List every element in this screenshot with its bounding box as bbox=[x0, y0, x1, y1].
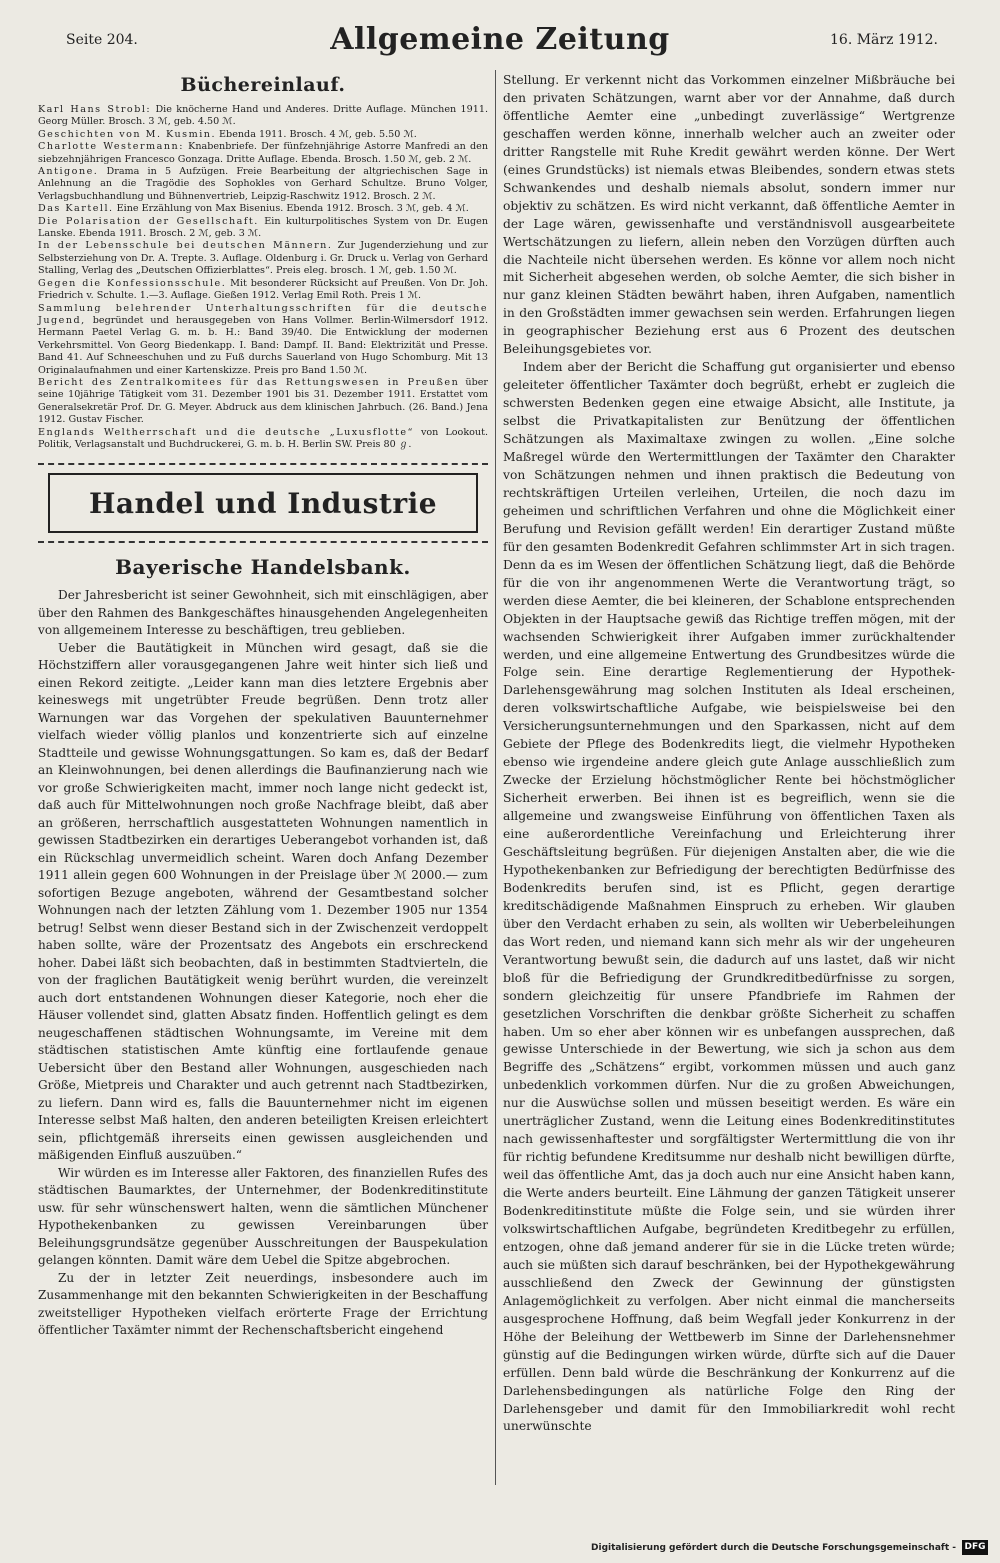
book-entry-details: Ein kulturpolitisches System von Dr. Eugen Lanske. Ebenda 1911. Brosch. 2 ℳ, geb. 3 ℳ. bbox=[38, 215, 489, 240]
book-entry-details: Zur Jugenderziehung und zur Selbsterziehung von Dr. A. Trepte. 3. Auflage. Oldenburg i. Gr. Druck u. Verlag von Gerhard Stalling, Verlag des „Deutschen Offizierblattes“. Preis eleg. brosch. 1 ℳ, geb. 1.50 ℳ. bbox=[38, 240, 488, 277]
book-entry-title: Charlotte Westermann: bbox=[38, 141, 184, 153]
page-number: Seite 204. bbox=[66, 32, 138, 48]
book-list bbox=[38, 104, 488, 451]
book-entry-title: Die Polarisation der Gesellschaft. bbox=[38, 215, 259, 227]
book-entry-details: begründet und herausgegeben von Hans Vollmer. Berlin-Wilmersdorf 1912. Hermann Paetel Verlag G. m. b. H.: Band 39/40. Die Entwicklung der modernen Verkehrsmittel. Von Georg Biedenkapp. I. Band: Dampf. II. Band: Elektrizität und Presse. Band 41. Auf Schneeschuhen und zu Fuß durchs Sauerland von Hugo Schomburg. Mit 13 Originalaufnahmen und einer Kartenskizze. Preis pro Band 1.50 ℳ. bbox=[38, 314, 488, 376]
book-entry-details: Eine Erzählung von Max Bisenius. Ebenda 1912. Brosch. 3 ℳ, geb. 4 ℳ. bbox=[113, 203, 469, 215]
footer bbox=[0, 1533, 1000, 1563]
book-entry bbox=[38, 278, 488, 303]
article-paragraph: Stellung. Er verkennt nicht das Vorkommen einzelner Mißbräuche bei den privaten Schätzungen, warnt aber vor der Annahme, daß durch öffentliche Aemter eine „unbedingt zuverlässige“ Wertgrenze geschaffen werden könne, innerhalb welcher auch an zweiter oder dritter Rangstelle mit Ruhe Kredit gewährt werden könne. Der Wert (eines Grundstücks) ist niemals etwas Bleibendes, sondern etwas stets Schwankendes und deshalb niemals absolut, sondern immer nur objektiv zu schätzen. Es wird nicht verkannt, daß öffentliche Aemter in der Lage wären, gewissenhafte und verständnisvoll ausgearbeitete Wertschätzungen zu liefern, allein neben den Vorzügen dürften auch die Nachteile nicht übersehen werden. Es könne vor allem noch nicht mit Sicherheit abgesehen werden, ob solche Aemter, die sich bisher in nur ganz kleinen Städten bewährt haben, ihren Aufgaben, namentlich in den Großstädten immer gewachsen sein werden. Erfahrungen liegen in geographischer Beziehung erst aus 6 Prozent des deutschen Beleihungsgebietes vor. bbox=[503, 73, 955, 357]
section-banner-title: Handel und Industrie bbox=[48, 473, 478, 533]
book-entry bbox=[38, 240, 488, 277]
book-entry-title: Geschichten von M. Kusmin. bbox=[38, 128, 216, 140]
newspaper-title: Allgemeine Zeitung bbox=[330, 22, 670, 57]
article-paragraph: Indem aber der Bericht die Schaffung gut organisierter und ebenso geleiteter öffentlicher Taxämter doch begrüßt, erhebt er zugleich die schwersten Bedenken gegen eine etwaige Absicht, alle Institute, ja selbst die Privatkapitalisten zur Benützung der öffentlichen Schätzungen als Maximaltaxe zwingen zu wollen. „Eine solche Maßregel würde den Wertermittlungen der Taxämter den Charakter von Schätzungen nehmen und ihnen praktisch die Bedeutung von rechtskräftigen Urteilen verleihen, Urteilen, die noch dazu im geheimen und schriftlichen Verfahren und ohne die Möglichkeit einer Berufung und Revision gefällt werden! Ein derartiger Zustand müßte für den gesamten Bodenkredit Gefahren schlimmster Art in sich tragen. Denn da es im Wesen der öffentlichen Schätzung liegt, daß die Behörde für die von ihr angenommenen Werte die Verantwortung trägt, so werden diese Aemter, die bei kleineren, der Schablone entsprechenden Objekten in der Hauptsache gewiß das Richtige treffen mögen, mit der wachsenden Schwierigkeit ihrer Aufgaben immer zurückhaltender werden, und eine allgemeine Entwertung des Grundbesitzes würde die Folge sein. Eine derartige Reglementierung der Hypothek-Darlehensgewährung mag solchen Instituten als Ideal erscheinen, deren volkswirtschaftliche Aufgabe, wie beispielsweise bei den Versicherungsunternehmungen und den Sparkassen, nicht auf dem Gebiete der Pflege des Bodenkredits liegt, die vielmehr Hypotheken ebenso wie irgendeine andere gleich gute Anlage ausschließlich zum Zwecke der Erzielung höchstmöglicher Rente bei höchstmöglicher Sicherheit erwerben. Bei ihnen ist es begreiflich, wenn sie die allgemeine und zwangsweise Einführung von öffentlichen Taxen als eine außerordentliche Vereinfachung und Erleichterung ihrer Geschäftsleitung begrüßen. Für diejenigen Anstalten aber, die wie die Hypothekenbanken zur Befriedigung der berechtigten Bedürfnisse des Bodenkredits berufen sind, ist es Pflicht, gegen derartige kreditschädigende Maßnahmen Einspruch zu erheben. Wir glauben über den Verdacht erhaben zu sein, als wollten wir Ueberbeleihungen das Wort reden, und niemand kann sich mehr als wir der ungeheuren Verantwortung bewußt sein, die dadurch auf uns lastet, daß wir nicht bloß für die Befriedigung der Grundkreditbedürfnisse zu sorgen, sondern gleichzeitig für unsere Pfandbriefe im Rahmen der gesetzlichen Vorschriften die denkbar größte Sicherheit zu schaffen haben. Um so eher aber können wir es unbefangen aussprechen, daß gewisse Unterschiede in der Bewertung, wie sich ja schon aus dem Begriffe des „Schätzens“ ergibt, vorkommen müssen und auch ganz unbedenklich vorkommen dürfen. Nur die zu großen Abweichungen, nur die Auswüchse sollen und müssen beseitigt werden. Es wäre ein unerträglicher Zustand, wenn die Leitung eines Bodenkreditinstitutes nach gewissenhaftester und sorgfältigster Wertermittlung die von ihr für richtig befundene Kreditsumme nur deshalb nicht bewilligen dürfte, weil das öffentliche Amt, das ja doch auch nur eine Ansicht haben kann, die Werte anders beurteilt. Eine Lähmung der ganzen Tätigkeit unserer Bodenkreditinstitute müßte die Folge sein, und sie würden ihrer volkswirtschaftlichen Aufgabe, begründeten Kreditbegehr zu erfüllen, entzogen, ohne daß jemand anderer für sie in die Lücke treten würde; auch sie müßten sich darauf beschränken, bei der Hypothekgewährung ausschließend den Zweck der Gewinnung der günstigsten Anlagemöglichkeit zu verfolgen. Aber nicht einmal die mancherseits ausgesprochene Hoffnung, daß beim Wegfall jeder Konkurrenz in der Höhe der Beleihung der Wettbewerb im Sinne der Darlehensnehmer günstig auf die Bedingungen wirken würde, dürfte sich auf die Dauer erfüllen. Denn bald würde die Beschränkung der Konkurrenz auf die Darlehensbedingungen als natürliche Folge den Ring der Darlehensgeber und damit für den Immobiliarkredit wohl recht unerwünschte bbox=[503, 360, 955, 1434]
dfg-logo: DFG bbox=[962, 1540, 988, 1555]
book-entry-title: Karl Hans Strobl: bbox=[38, 104, 152, 115]
article-paragraph: Wir würden es im Interesse aller Faktoren, des finanziellen Rufes des städtischen Baumarktes, der Unternehmer, der Bodenkreditinstitute usw. für sehr wünschenswert halten, wenn die sämtlichen Münchener Hypothekenbanken zu gewissen Vereinbarungen über Beleihungsgrundsätze gegenüber Ausschreitungen der Bauspekulation gelangen könnten. Damit wäre dem Uebel die Spitze abgebrochen. bbox=[38, 1165, 488, 1268]
article-body-right bbox=[503, 72, 955, 1436]
article-body-left bbox=[38, 587, 488, 1340]
book-entry-details: Die knöcherne Hand und Anderes. Dritte Auflage. München 1911. Georg Müller. Brosch. 3 ℳ, geb. 4.50 ℳ. bbox=[38, 104, 488, 128]
right-column bbox=[503, 72, 955, 1436]
book-entry-details: Knabenbriefe. Der fünfzehnjährige Astorre Manfredi an den siebzehnjährigen Francesco Gonzaga. Dritte Auflage. Ebenda. Brosch. 1.50 ℳ, geb. 2 ℳ. bbox=[38, 141, 488, 165]
book-entry-details: Drama in 5 Aufzügen. Freie Bearbeitung der altgriechischen Sage in Anlehnung an die Tragödie des Sophokles von Gerhard Schultze. Bruno Volger, Verlagsbuchhandlung und Bühnenvertrieb, Leipzig-Raschwitz 1912. Brosch. 2 ℳ. bbox=[38, 166, 488, 202]
book-entry bbox=[38, 427, 488, 452]
book-entry-details: Ebenda 1911. Brosch. 4 ℳ, geb. 5.50 ℳ. bbox=[216, 128, 417, 140]
book-entry bbox=[38, 203, 488, 215]
book-entry-title: Sammlung belehrender Unterhaltungsschriften für die deutsche Jugend, bbox=[38, 302, 488, 326]
book-entry bbox=[38, 104, 488, 129]
article-paragraph: Ueber die Bautätigkeit in München wird gesagt, daß sie die Höchstziffern aller vorausgegangenen Jahre weit hinter sich ließ und einen Rekord zeitigte. „Leider kann man dies letztere Ergebnis aber keineswegs mit ungetrübter Freude begrüßen. Denn trotz aller Warnungen war das Vorgehen der spekulativen Bauunternehmer vielfach wieder völlig planlos und konzentrierte sich auf einzelne Stadtteile und gewisse Wohnungsgattungen. So kam es, daß der Bedarf an Kleinwohnungen, bei denen allerdings die Baufinanzierung nach wie vor große Schwierigkeiten macht, immer noch lange nicht gedeckt ist, daß auch für Mittelwohnungen noch große Nachfrage bleibt, daß aber an größeren, herrschaftlich ausgestatteten Wohnungen namentlich in gewissen Stadtbezirken ein derartiges Ueberangebot vorhanden ist, daß ein Rückschlag unvermeidlich scheint. Waren doch Anfang Dezember 1911 allein gegen 600 Wohnungen in der Preislage über ℳ 2000.— zum sofortigen Bezuge angeboten, während der Gesamtbestand solcher Wohnungen nach der letzten Zählung vom 1. Dezember 1905 nur 1354 betrug! Selbst wenn dieser Bestand sich in der Zwischenzeit verdoppelt haben sollte, wäre der Prozentsatz des Angebots ein erschreckend hoher. Dabei läßt sich beobachten, daß in bestimmten Stadtvierteln, die von der fraglichen Bautätigkeit wenig berührt wurden, die vereinzelt auch dort entstandenen Wohnungen dieser Kategorie, noch eher die Häuser vollendet sind, glatten Absatz finden. Hoffentlich gelingt es dem neugeschaffenen städtischen Wohnungsamte, im Vereine mit dem städtischen statistischen Amte künftig eine fortlaufende genaue Uebersicht über den Bestand aller Wohnungen, ausgeschieden nach Größe, Mietpreis und Charakter und auch getrennt nach Stadtbezirken, zu liefern. Dann wird es, falls die Bauunternehmer nicht im eigenen Interesse selbst Maß halten, den anderen beteiligten Kreisen erleichtert sein, pflichtgemäß ihrerseits einen gewissen ausgleichenden und mäßigenden Einfluß auszuüben.“ bbox=[38, 640, 488, 1163]
book-entry-title: In der Lebensschule bei deutschen Männern. bbox=[38, 240, 333, 252]
book-entry bbox=[38, 166, 488, 203]
book-entry-title: Gegen die Konfessionsschule. bbox=[38, 277, 227, 289]
page-header bbox=[0, 0, 1000, 60]
section-banner bbox=[38, 463, 488, 543]
book-entry bbox=[38, 216, 488, 241]
column-divider bbox=[495, 70, 496, 1485]
book-entry bbox=[38, 141, 488, 166]
article-paragraph: Zu der in letzter Zeit neuerdings, insbesondere auch im Zusammenhange mit den bekannten Schwierigkeiten in der Beschaffung zweitstelliger Hypotheken vielfach erörterte Frage der Errichtung öffentlicher Taxämter nimmt der Rechenschaftsbericht eingehend bbox=[38, 1270, 488, 1338]
book-entry-title: Antigone. bbox=[38, 166, 99, 178]
digitization-credit: Digitalisierung gefördert durch die Deutsche Forschungsgemeinschaft - bbox=[591, 1543, 956, 1553]
book-entry-details: Mit besonderer Rücksicht auf Preußen. Von Dr. Joh. Friedrich v. Schulte. 1.—3. Auflage. Gießen 1912. Verlag Emil Roth. Preis 1 ℳ. bbox=[38, 277, 488, 302]
article-paragraph: Der Jahresbericht ist seiner Gewohnheit, sich mit einschlägigen, aber über den Rahmen des Bankgeschäftes hinausgehenden Angelegenheiten von allgemeinem Interesse zu beschäftigen, treu geblieben. bbox=[38, 588, 488, 638]
book-entry-details: von Lookout. Politik, Verlagsanstalt und Buchdruckerei, G. m. b. H. Berlin SW. Preis 80 ℊ. bbox=[38, 426, 488, 450]
article-title: Bayerische Handelsbank. bbox=[115, 555, 411, 580]
books-section-title: Büchereinlauf. bbox=[180, 74, 346, 96]
book-entry-details: über seine 10jährige Tätigkeit vom 31. Dezember 1901 bis 31. Dezember 1911. Erstattet vom Generalsekretär Prof. Dr. G. Meyer. Abdruck aus dem klinischen Jahrbuch. (26. Band.) Jena 1912. Gustav Fischer. bbox=[38, 376, 488, 426]
book-entry-title: Bericht des Zentralkomitees für das Rettungswesen in Preußen bbox=[38, 376, 460, 388]
book-entry bbox=[38, 377, 488, 427]
book-entry bbox=[38, 129, 488, 141]
book-entry-title: Das Kartell. bbox=[38, 203, 114, 215]
book-entry bbox=[38, 303, 488, 377]
book-entry-title: Englands Weltherrschaft und die deutsche „Luxusflotte“ bbox=[38, 426, 414, 438]
issue-date: 16. März 1912. bbox=[830, 32, 938, 48]
left-column bbox=[38, 66, 488, 1340]
